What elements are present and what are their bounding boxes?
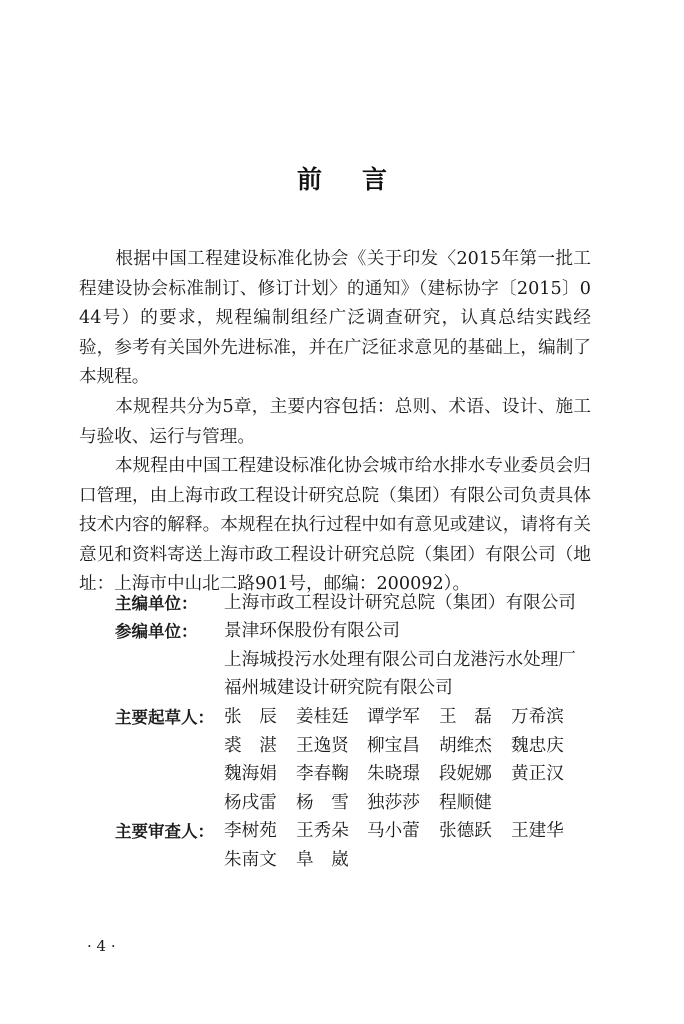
- paragraph-text: 本规程由中国工程建设标准化协会城市给水排水专业委员会归口管理，由上海市政工程设计研究总院（集团）有限公司负责具体技术内容的解释。本规程在执行过程中如有意见或建议，请将有关意见和资料寄送上海市政工程设计研究总院（集团）有限公司（地址：上海市中山北二路901号，邮编：200092）。: [79, 456, 591, 595]
- reviewer-name: 阜 崴: [296, 850, 349, 870]
- drafter-name: 胡维杰: [439, 736, 492, 756]
- reviewers-label: 主要审查人：: [115, 822, 214, 841]
- paragraph-text: 根据中国工程建设标准化协会《关于印发〈2015年第一批工程建设协会标准制订、修订计划〉的通知》（建标协字〔2015〕044号）的要求，规程编制组经广泛调查研究，认真总结实践经验，参考有关国外先进标准，并在广泛征求意见的基础上，编制了本规程。: [79, 249, 591, 388]
- drafter-name: 杨 雪: [296, 793, 349, 813]
- drafter-name: 杨戌雷: [224, 793, 277, 813]
- drafter-name: 朱晓璟: [367, 764, 420, 784]
- drafter-name: 段妮娜: [439, 764, 492, 784]
- reviewer-name: 朱南文: [224, 850, 277, 870]
- reviewer-name: 张德跃: [439, 821, 492, 841]
- drafter-name: 万希滨: [511, 707, 564, 727]
- participating-unit: 福州城建设计研究院有限公司: [224, 678, 453, 698]
- drafter-name: 黄正汉: [511, 764, 564, 784]
- chief-editor-label: 主编单位：: [115, 594, 198, 613]
- drafter-name: 王 磊: [439, 707, 492, 727]
- drafter-name: 裘 湛: [224, 736, 277, 756]
- participating-unit: 上海城投污水处理有限公司白龙港污水处理厂: [224, 650, 576, 670]
- preface-paragraph-1: [79, 245, 591, 393]
- drafter-name: 谭学军: [367, 707, 420, 727]
- reviewer-name: 王秀朵: [296, 821, 349, 841]
- page-title: [0, 160, 684, 196]
- page-number: · 4 ·: [87, 937, 116, 955]
- preface-paragraph-3: [79, 452, 591, 600]
- title-char-1: 前: [296, 165, 322, 194]
- reviewer-name: 王建华: [511, 821, 564, 841]
- drafter-name: 李春鞠: [296, 764, 349, 784]
- drafter-name: 王逸贤: [296, 736, 349, 756]
- participating-unit: 景津环保股份有限公司: [224, 621, 400, 641]
- reviewer-name: 马小蕾: [367, 821, 420, 841]
- drafter-name: 张 辰: [224, 707, 277, 727]
- drafters-label: 主要起草人：: [115, 708, 214, 727]
- drafter-name: 程顺健: [439, 793, 492, 813]
- drafter-name: 姜桂廷: [296, 707, 349, 727]
- drafter-name: 魏海娟: [224, 764, 277, 784]
- paragraph-text: 本规程共分为5章，主要内容包括：总则、术语、设计、施工与验收、运行与管理。: [79, 397, 591, 447]
- drafter-name: 魏忠庆: [511, 736, 564, 756]
- chief-editor-value: 上海市政工程设计研究总院（集团）有限公司: [224, 593, 576, 613]
- preface-paragraph-2: [79, 393, 591, 452]
- participating-units-label: 参编单位：: [115, 622, 198, 641]
- reviewer-name: 李树苑: [224, 821, 277, 841]
- title-char-2: 言: [362, 165, 388, 194]
- drafter-name: 独莎莎: [367, 793, 420, 813]
- drafter-name: 柳宝昌: [367, 736, 420, 756]
